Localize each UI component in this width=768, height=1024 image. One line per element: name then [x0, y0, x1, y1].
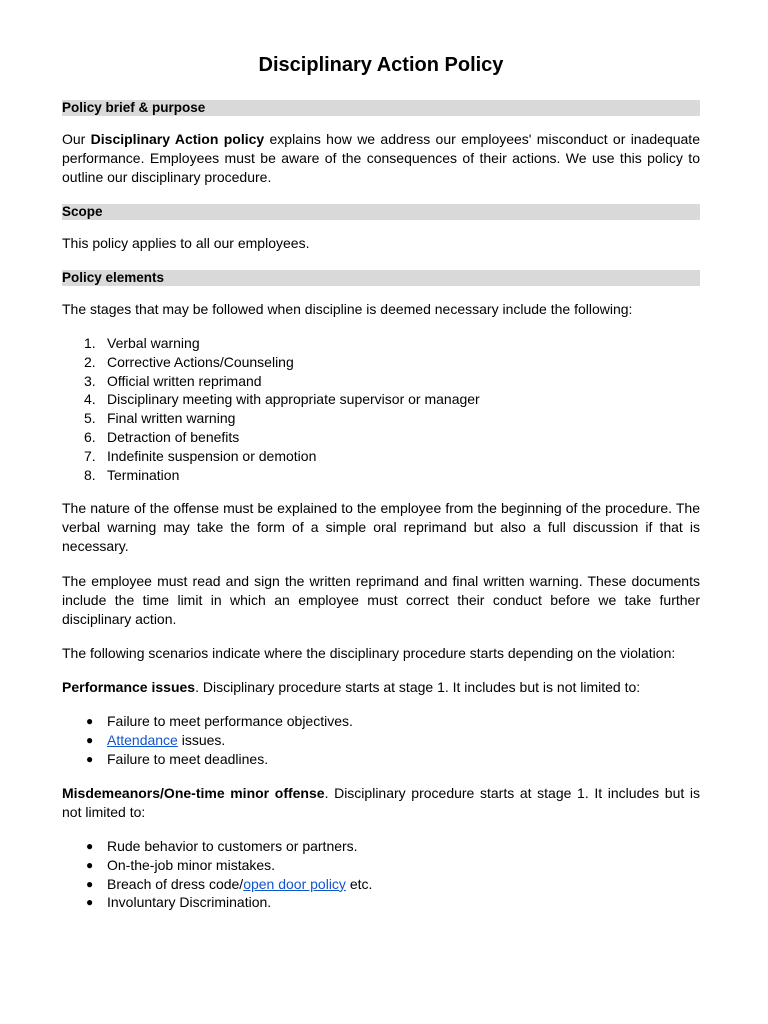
list-number: 2.	[84, 353, 96, 370]
open-door-policy-link[interactable]: open door policy	[243, 875, 346, 892]
performance-issues-list	[62, 712, 700, 768]
performance-issues-paragraph	[62, 678, 700, 697]
list-item-text: Failure to meet performance objectives.	[107, 713, 353, 729]
list-item	[62, 893, 700, 912]
list-item-text: Disciplinary meeting with appropriate supervisor or manager	[107, 391, 480, 408]
list-item-text: On-the-job minor mistakes.	[107, 856, 276, 873]
list-item	[62, 856, 700, 875]
offense-nature-paragraph: The nature of the offense must be explained to the employee from the beginning of the procedure. The verbal warning may take the form of a simple oral reprimand but also a full discussion if that is necessary.	[62, 500, 700, 554]
section-heading-policy-elements: Policy elements	[62, 270, 700, 286]
list-item	[62, 390, 700, 409]
list-item	[62, 466, 700, 485]
list-item-text: Final written warning	[107, 410, 236, 427]
list-item-text: Verbal warning	[107, 335, 200, 351]
document-title: Disciplinary Action Policy	[258, 54, 504, 76]
list-number: 1.	[84, 335, 96, 351]
performance-issues-label: Performance issues	[62, 679, 196, 695]
stages-list	[62, 334, 700, 484]
list-item	[62, 731, 700, 750]
misdemeanors-paragraph	[62, 784, 700, 822]
list-number: 8.	[84, 466, 96, 483]
section-heading-policy-brief: Policy brief & purpose	[62, 100, 700, 116]
misdemeanors-label: Misdemeanors/One-time minor offense	[62, 785, 325, 801]
policy-brief-text-start: Our	[62, 131, 91, 147]
list-item	[62, 447, 700, 466]
list-item	[62, 409, 700, 428]
list-item	[62, 837, 700, 856]
scope-paragraph: This policy applies to all our employees.	[62, 235, 310, 251]
list-item-text: Detraction of benefits	[107, 428, 240, 445]
list-item	[62, 334, 700, 353]
list-item	[62, 353, 700, 372]
list-item-text: Involuntary Discrimination.	[107, 894, 272, 911]
list-item-text-end: etc.	[345, 875, 373, 892]
stages-intro-paragraph: The stages that may be followed when discipline is deemed necessary include the following:	[62, 301, 633, 317]
list-item	[62, 428, 700, 447]
list-item-text: Rude behavior to customers or partners.	[107, 838, 358, 854]
bullet-icon: ●	[86, 876, 94, 891]
bullet-icon: ●	[86, 751, 94, 766]
section-heading-scope: Scope	[62, 204, 700, 220]
list-item-text: Failure to meet deadlines.	[107, 750, 269, 767]
list-item	[62, 712, 700, 731]
performance-issues-text: . Disciplinary procedure starts at stage 1. It includes but is not limited to:	[195, 679, 641, 695]
bullet-icon: ●	[86, 839, 94, 853]
bullet-icon: ●	[86, 857, 94, 872]
misdemeanors-text: . Disciplinary procedure starts at stage 1. It includes but is not limited to:	[62, 785, 700, 820]
bullet-icon: ●	[86, 714, 94, 728]
list-item	[62, 875, 700, 894]
list-number: 7.	[84, 447, 96, 464]
attendance-link[interactable]: Attendance	[107, 731, 178, 748]
list-item	[62, 372, 700, 391]
bullet-icon: ●	[86, 895, 94, 910]
list-number: 5.	[84, 410, 96, 427]
misdemeanors-list	[62, 837, 700, 912]
list-item-text: Corrective Actions/Counseling	[107, 353, 294, 370]
list-item-text: Termination	[107, 466, 180, 483]
scenarios-intro-paragraph: The following scenarios indicate where the disciplinary procedure starts depending on the violation:	[62, 645, 676, 661]
list-item-text: issues.	[177, 731, 226, 748]
list-number: 4.	[84, 391, 96, 408]
list-item-text: Breach of dress code/	[107, 875, 244, 892]
list-number: 3.	[84, 372, 96, 389]
policy-name-bold: Disciplinary Action policy	[90, 131, 265, 147]
policy-brief-text-rest: explains how we address our employees' misconduct or inadequate performance. Employees must be aware of the consequences of their actions. We use this policy to outline our disciplinary procedure.	[62, 131, 700, 185]
list-item	[62, 750, 700, 769]
bullet-icon: ●	[86, 732, 94, 747]
list-number: 6.	[84, 428, 96, 445]
policy-brief-paragraph	[62, 130, 700, 187]
list-item-text: Official written reprimand	[107, 372, 262, 389]
written-reprimand-paragraph: The employee must read and sign the written reprimand and final written warning. These documents include the time limit in which an employee must correct their conduct before we take further disciplinary action.	[62, 573, 700, 627]
list-item-text: Indefinite suspension or demotion	[107, 447, 317, 464]
